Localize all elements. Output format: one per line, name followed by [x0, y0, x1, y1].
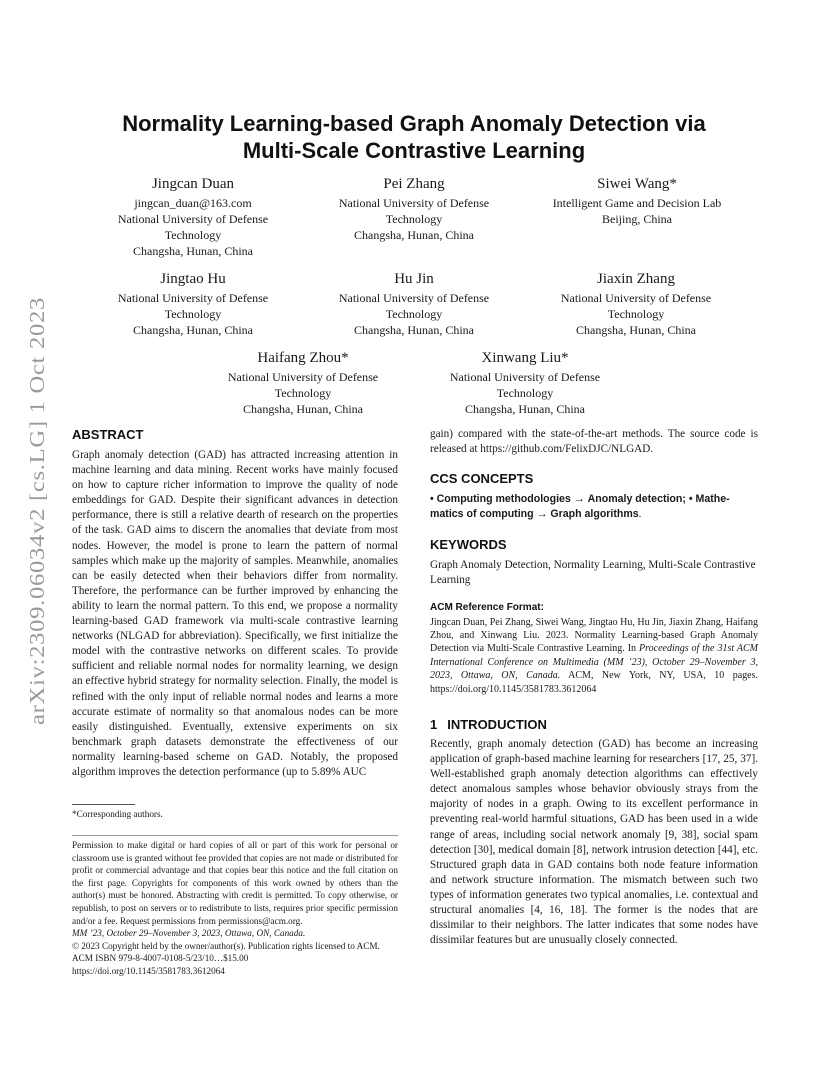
paper-title-line-2: Multi-Scale Contrastive Learning [242, 138, 586, 163]
author-affiliation: Technology [496, 386, 554, 400]
author-location: Changsha, Hunan, China [354, 323, 474, 337]
reference-heading: ACM Reference Format: [430, 601, 544, 613]
permission-text: Permission to make digital or hard copies of all or part of this work for personal or classroom use is granted without fee provided that copies are not made or distributed for profit or commercial advantage and that copies bear this notice and the full citation on the first page. Copyrights for components of this work owned by others than the author(s) must be honored. Abstracting with credit is permitted. To copy otherwise, or republish, to post on servers or to redistribute to lists, requires prior specific permission and/or a fee. Request permissions from permissions@acm.org. [72, 840, 398, 926]
footnote-corresponding: *Corresponding authors. [72, 809, 163, 819]
author-affiliation: National University of Defense [338, 196, 490, 210]
author-affiliation: National University of Defense [117, 291, 269, 305]
author-block [522, 175, 752, 227]
ccs-concept-2-sub: Graph algorithms [550, 508, 639, 521]
author-location: Changsha, Hunan, China [465, 402, 585, 416]
section-number: 1 [430, 717, 438, 732]
reference-tail: ACM, New York, NY, USA, 10 pages. https://doi.org/10.1145/3581783.3612064 [430, 670, 758, 695]
author-affiliation: Technology [385, 307, 443, 321]
keywords-text: Graph Anomaly Detection, Normality Learning, Multi-Scale Contrastive Learning [430, 559, 756, 587]
author-affiliation: Technology [385, 212, 443, 226]
author-location: Changsha, Hunan, China [243, 402, 363, 416]
author-name: Haifang Zhou* [257, 350, 349, 366]
introduction-text: Recently, graph anomaly detection (GAD) has become an increasing application of graph-based machine learning for researchers [17, 25, 37]. Well-established graph anomaly detection algorithms can effectively detect anomalous samples whose behavior obviously strays from the majority of nodes in a graph. Owing to its excellent performance in preventing real-world harmful situations, GAD has been used in a wide range of areas, including social network anomaly [9, 38], social spam detection [30], medical domain [8], network intrusion detection [44], etc. Structured graph data in GAD contains both node feature information and network structure information. The mismatch between such two types of information generates two typical anomalies, i.e. contextual and structural anomalies [4, 16, 18]. The former is the nodes that are dissimilar to their neighbors. The latter indicates that some nodes have dissimilar features but are unusually closely connected. [430, 738, 758, 947]
ccs-heading: CCS CONCEPTS [430, 471, 534, 487]
abstract-text: Graph anomaly detection (GAD) has attracted increasing attention in machine learning and data mining. Recent works have mainly focused on how to capture richer information to improve the quality of node embeddings for GAD. Despite their significant advances in detection performance, there is still a relative dearth of research on the properties of the task. GAD aims to discern the anomalies that deviate from most nodes. However, the model is prone to learn the pattern of normal samples which make up the majority of samples. Meanwhile, anomalies can be easily detected when their behaviors differ from normality. Therefore, the performance can be further improved by enhancing the ability to learn the normal pattern. To this end, we propose a normality learning-based GAD framework via multi-scale contrastive learning networks (NLGAD for abbreviation). Specifically, we first initialize the model with the contrastive networks on different scales. To provide sufficient and reliable normal nodes for normality learning, we design an effective hybrid strategy for normality selection. Finally, the model is refined with the only input of reliable normal nodes and learns a more accurate estimate of normality so that anomalous nodes can be more easily distinguished. Eventually, extensive experiments on six benchmark graph datasets demonstrate the effectiveness of our normality learning-based scheme on GAD. Notably, the proposed algorithm improves the detection performance (up to 5.89% AUC [72, 449, 398, 778]
ccs-concept-2: matics of computing [430, 508, 534, 521]
reference-authors: Jingcan Duan, Pei Zhang, Siwei Wang, Jingtao Hu, Hu Jin, Jiaxin Zhang, Haifang Zhou, and Xinwang Liu. 2023. Normality Learning-based Graph Anomaly Detection via Multi-Scale Contrastive Learning. In [430, 616, 758, 655]
arrow-icon: → [536, 508, 548, 521]
author-affiliation: National University of Defense [227, 370, 379, 384]
author-affiliation: National University of Defense [449, 370, 601, 384]
author-affiliation: Intelligent Game and Decision Lab [552, 196, 722, 210]
author-location: Changsha, Hunan, China [576, 323, 696, 337]
author-location: Changsha, Hunan, China [354, 228, 474, 242]
arxiv-stamp [18, 295, 52, 725]
ccs-separator: ; • Mathe- [682, 493, 730, 506]
author-name: Jiaxin Zhang [597, 271, 675, 287]
author-location: Changsha, Hunan, China [133, 323, 253, 337]
author-block [299, 270, 529, 338]
author-affiliation: National University of Defense [117, 212, 269, 226]
introduction-heading [430, 717, 758, 733]
ccs-concepts [430, 492, 758, 522]
author-name: Siwei Wang* [597, 176, 677, 192]
arxiv-stamp-text: arXiv:2309.06034v2 [cs.LG] 1 Oct 2023 [25, 351, 49, 725]
ccs-end: . [638, 508, 642, 521]
author-name: Hu Jin [394, 271, 434, 287]
section-title: INTRODUCTION [447, 717, 547, 732]
ccs-concept-1-sub: Anomaly detection [587, 493, 683, 506]
author-location: Changsha, Hunan, China [133, 244, 253, 258]
doi-link[interactable]: https://doi.org/10.1145/3581783.3612064 [72, 965, 225, 976]
right-column [430, 427, 758, 948]
author-block [188, 349, 418, 417]
author-affiliation: Technology [164, 228, 222, 242]
venue-line: MM ’23, October 29–November 3, 2023, Ottawa, ON, Canada. [72, 928, 306, 939]
author-affiliation: Technology [607, 307, 665, 321]
permission-rule [72, 835, 398, 836]
reference-proceedings: Proceedings of the 31st ACM International Conference on Multimedia (MM ’23), October 29–November 3, 2023, Ottawa, ON, Canada. [430, 643, 758, 682]
author-block [410, 349, 640, 417]
author-block [78, 175, 308, 259]
author-location: Beijing, China [602, 212, 672, 226]
abstract-continuation: gain) compared with the state-of-the-art methods. The source code is released at https://github.com/FelixDJC/NLGAD. [430, 428, 758, 456]
author-block [299, 175, 529, 243]
author-name: Pei Zhang [383, 176, 445, 192]
paper-title-line-1: Normality Learning-based Graph Anomaly Detection via [122, 111, 706, 136]
abstract-heading: ABSTRACT [72, 427, 144, 442]
reference-text [430, 616, 758, 696]
footnote-rule [72, 804, 135, 805]
author-name: Jingcan Duan [151, 176, 235, 192]
author-block [78, 270, 308, 338]
isbn-line: ACM ISBN 979-8-4007-0108-5/23/10…$15.00 [72, 953, 249, 964]
author-affiliation: Technology [274, 386, 332, 400]
author-name: Xinwang Liu* [481, 350, 569, 366]
author-email[interactable]: jingcan_duan@163.com [134, 196, 252, 210]
ccs-concept-1: • Computing methodologies [430, 493, 571, 506]
author-block [521, 270, 751, 338]
arrow-icon: → [573, 493, 585, 506]
author-name: Jingtao Hu [160, 271, 226, 287]
keywords-heading: KEYWORDS [430, 537, 507, 553]
author-affiliation: Technology [164, 307, 222, 321]
paper-title [70, 110, 758, 164]
permission-block [72, 839, 398, 978]
author-affiliation: National University of Defense [338, 291, 490, 305]
abstract-section [72, 427, 398, 780]
copyright-line: © 2023 Copyright held by the owner/author(s). Publication rights licensed to ACM. [72, 940, 380, 951]
author-affiliation: National University of Defense [560, 291, 712, 305]
